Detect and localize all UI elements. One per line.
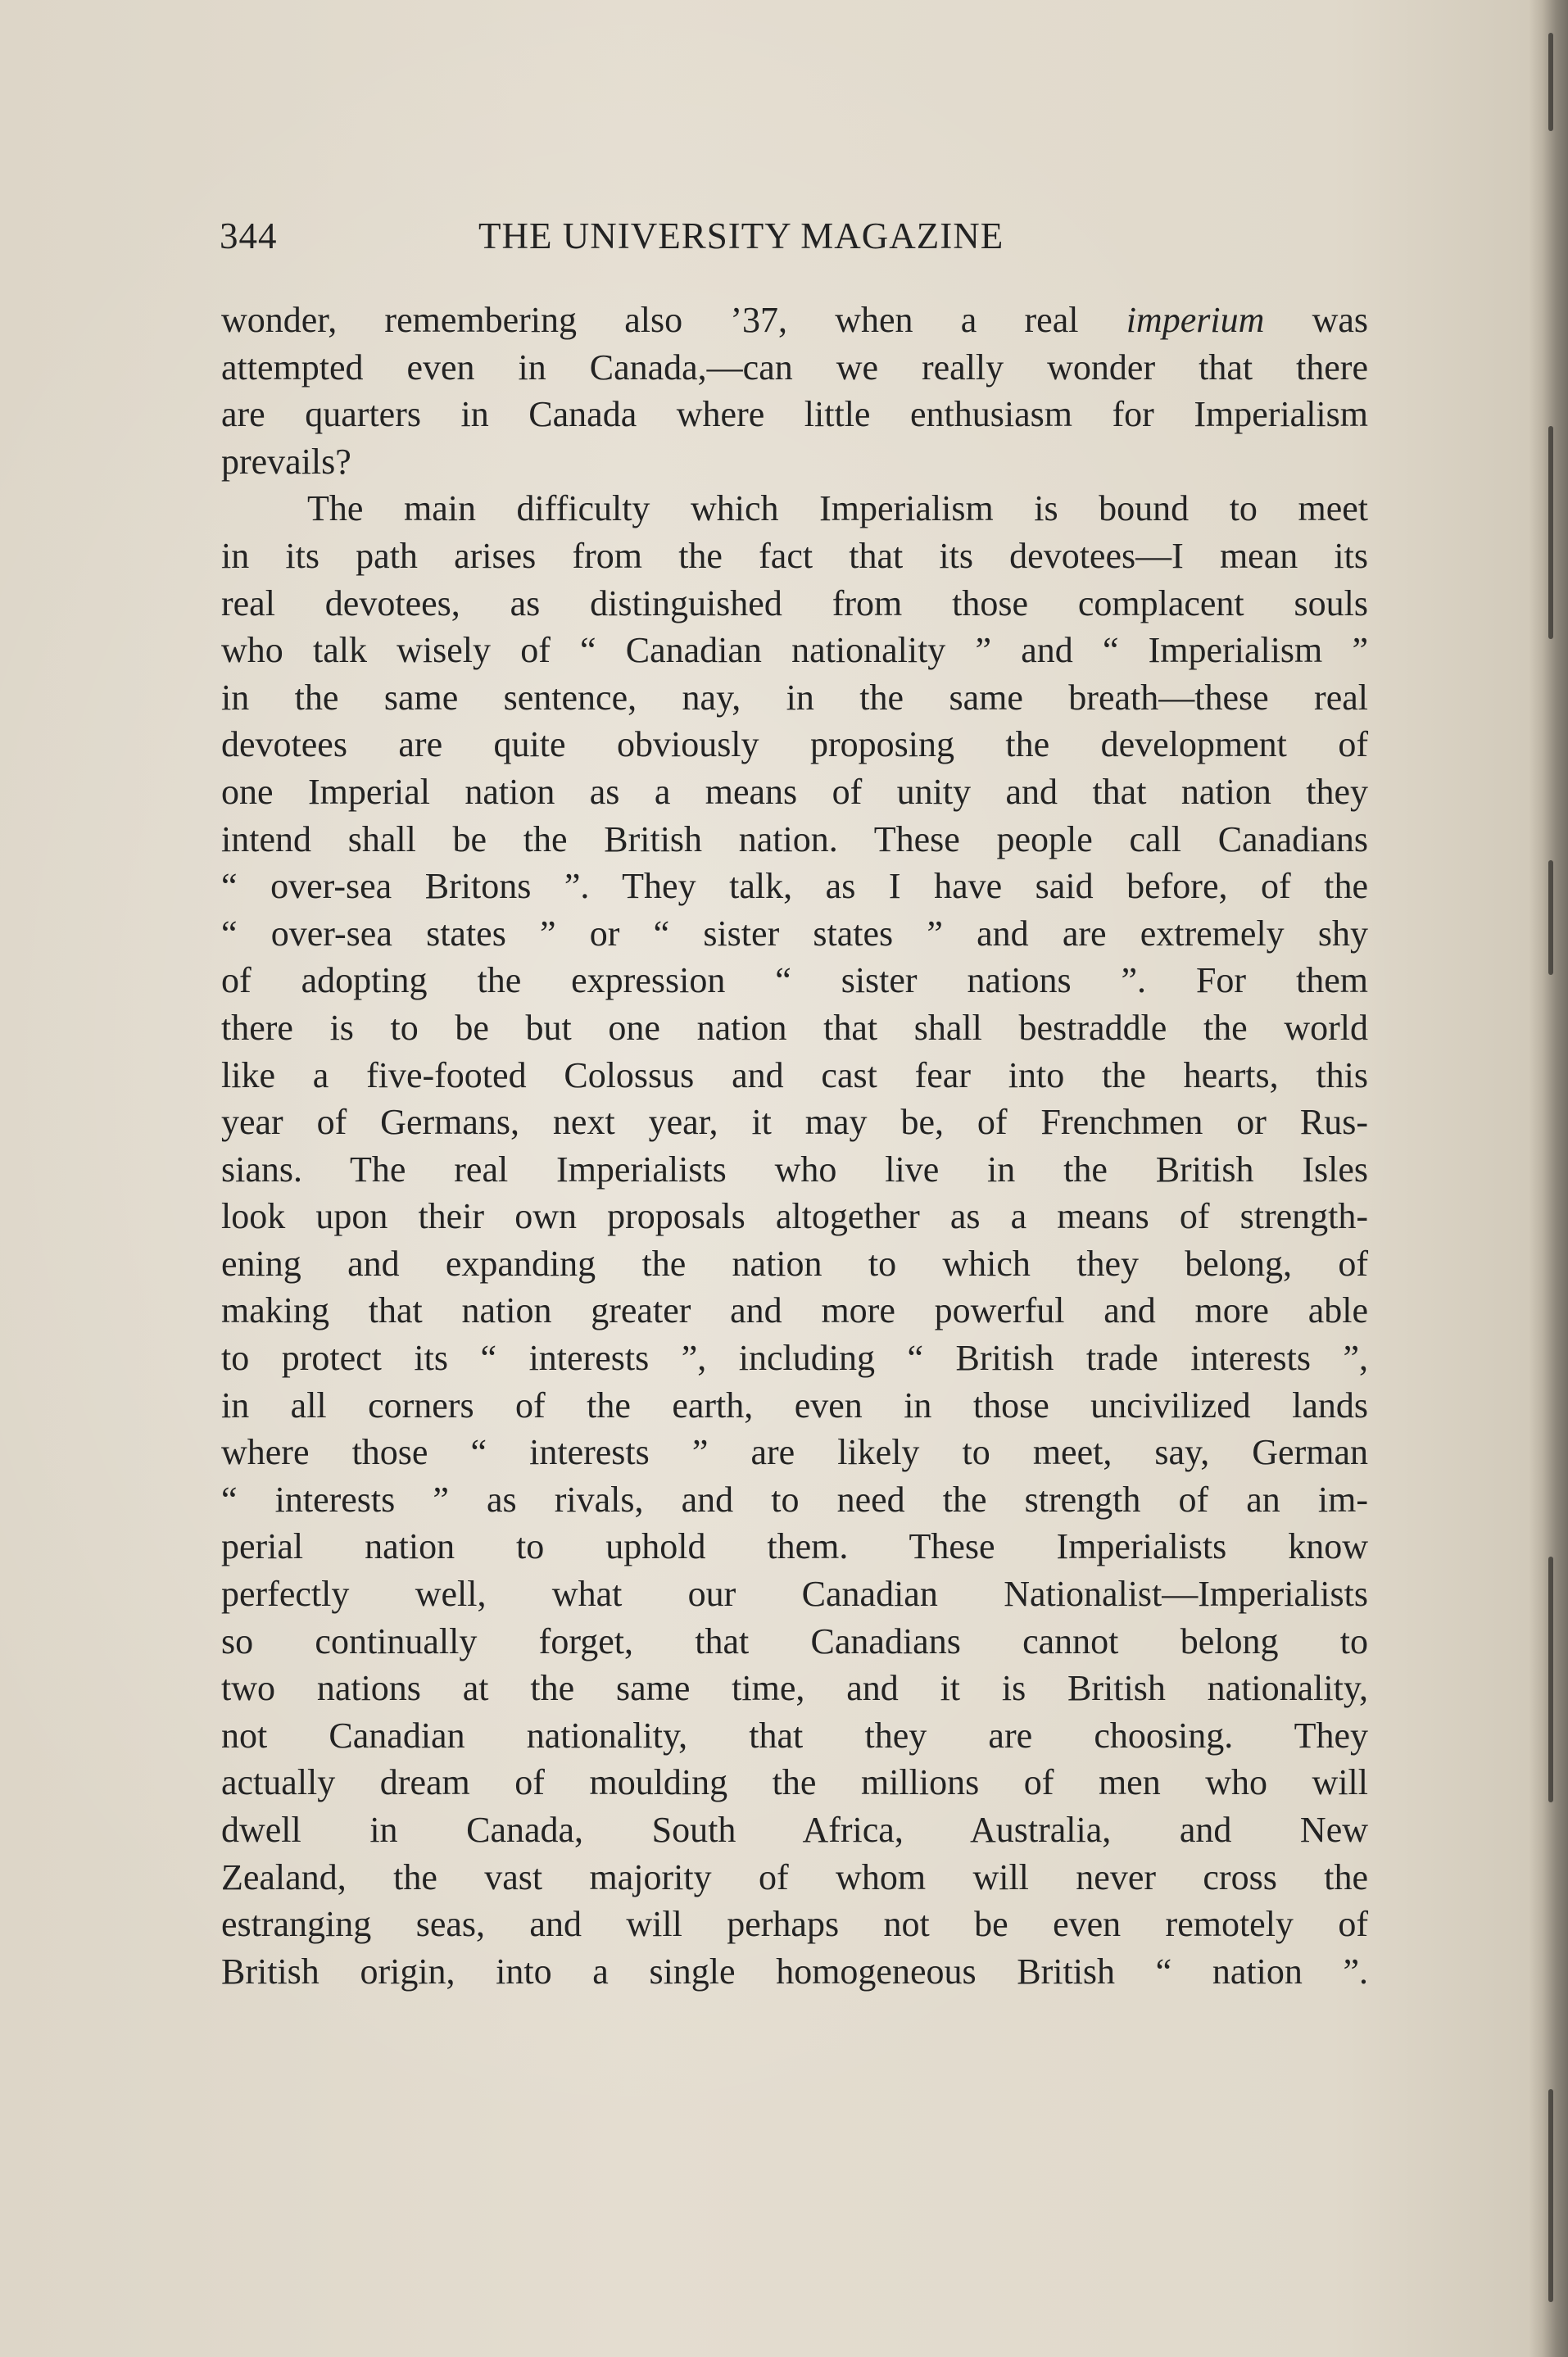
text-line: real devotees, as distinguished from those complacent souls [221, 582, 1368, 623]
text-line: estranging seas, and will perhaps not be even remotely of [221, 1904, 1368, 1945]
text-line: perfectly well, what our Canadian Nationalist—Imperialists [221, 1574, 1368, 1615]
text-line: “ interests ” as rivals, and to need the strength of an im- [221, 1479, 1368, 1520]
text-line: so continually forget, that Canadians cannot belong to [221, 1620, 1368, 1661]
running-title: THE UNIVERSITY MAGAZINE [478, 215, 1004, 256]
italic-imperium: imperium [1126, 300, 1265, 340]
text-line: where those “ interests ” are likely to meet, say, German [221, 1432, 1368, 1473]
binding-edge-mark [1548, 33, 1553, 131]
text-line: intend shall be the British nation. These people call Canadians [221, 818, 1368, 859]
page-binding-shadow [1529, 0, 1568, 2357]
line-1-end: was [1264, 300, 1369, 340]
text-line: in its path arises from the fact that its devotees—I mean its [221, 535, 1368, 576]
text-line: one Imperial nation as a means of unity and that nation they [221, 771, 1368, 812]
text-line: actually dream of moulding the millions of men who will [221, 1762, 1368, 1803]
text-line: year of Germans, next year, it may be, of Frenchmen or Rus- [221, 1102, 1368, 1143]
binding-edge-mark [1548, 860, 1553, 975]
text-line: devotees are quite obviously proposing the development of [221, 724, 1368, 765]
text-line: are quarters in Canada where little enthusiasm for Imperialism [221, 394, 1368, 435]
text-line: like a five-footed Colossus and cast fear into the hearts, this [221, 1054, 1368, 1095]
binding-edge-mark [1548, 1557, 1553, 1802]
text-line: in the same sentence, nay, in the same breath—these real [221, 677, 1368, 718]
text-line: prevails? [221, 441, 351, 482]
text-line: there is to be but one nation that shall bestraddle the world [221, 1007, 1368, 1048]
line-1-start: wonder, remembering also ’37, when a real [221, 300, 1126, 340]
text-line: making that nation greater and more powerful and more able [221, 1290, 1368, 1331]
text-line: not Canadian nationality, that they are choosing. They [221, 1715, 1368, 1756]
text-line: in all corners of the earth, even in those uncivilized lands [221, 1385, 1368, 1426]
text-line: Zealand, the vast majority of whom will never cross the [221, 1856, 1368, 1897]
binding-edge-mark [1548, 2089, 1553, 2302]
text-line: look upon their own proposals altogether as a means of strength- [221, 1196, 1368, 1237]
text-line-1 [221, 297, 1368, 344]
text-line: attempted even in Canada,—can we really wonder that there [221, 347, 1368, 388]
text-line: ening and expanding the nation to which they belong, of [221, 1243, 1368, 1284]
page-header [220, 215, 1121, 264]
text-line: dwell in Canada, South Africa, Australia, and New [221, 1810, 1368, 1850]
text-line: to protect its “ interests ”, including “ British trade interests ”, [221, 1338, 1368, 1379]
page-number: 344 [220, 215, 278, 256]
text-line: “ over-sea Britons ”. They talk, as I have said before, of the [221, 866, 1368, 907]
text-line: two nations at the same time, and it is British nationality, [221, 1668, 1368, 1709]
binding-edge-mark [1548, 426, 1553, 639]
text-line: of adopting the expression “ sister nations ”. For them [221, 960, 1368, 1001]
text-line: sians. The real Imperialists who live in the British Isles [221, 1149, 1368, 1190]
paragraph-start-line: The main difficulty which Imperialism is bound to meet [307, 488, 1368, 529]
body-text [221, 297, 1368, 1995]
text-line: British origin, into a single homogeneous British “ nation ”. [221, 1951, 1368, 1992]
text-line: perial nation to uphold them. These Imperialists know [221, 1526, 1368, 1567]
text-line: who talk wisely of “ Canadian nationality ” and “ Imperialism ” [221, 630, 1368, 671]
text-line: “ over-sea states ” or “ sister states ” and are extremely shy [221, 913, 1368, 954]
